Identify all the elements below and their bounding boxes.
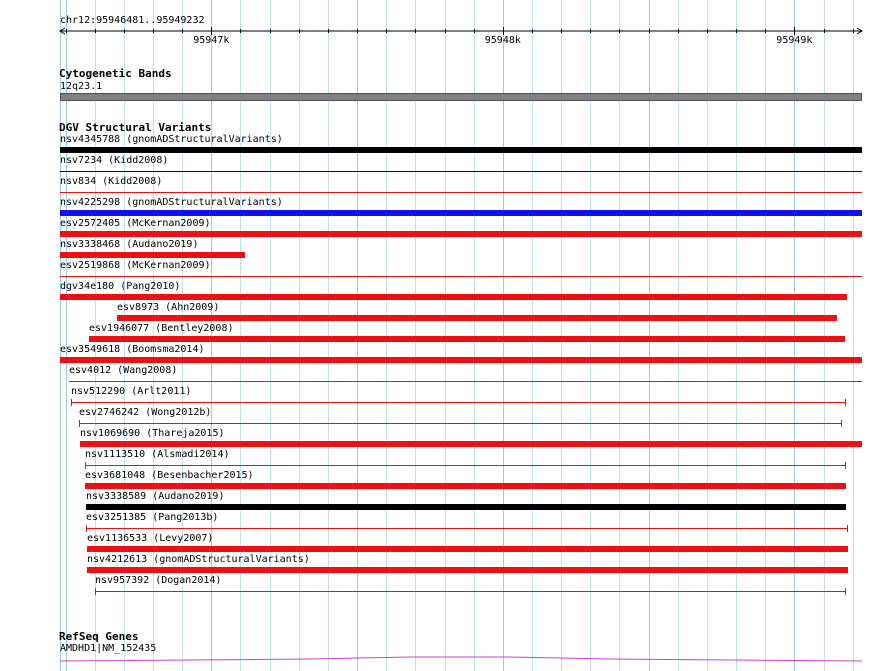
sv-feature-bar[interactable] — [89, 336, 845, 342]
gene-label[interactable]: AMDHD1|NM_152435 — [60, 643, 157, 654]
sv-feature-label[interactable]: esv2519868 (McKernan2009) — [60, 260, 211, 271]
sv-feature-bar[interactable] — [80, 441, 862, 447]
sv-feature-label[interactable]: nsv4345788 (gnomADStructuralVariants) — [60, 134, 283, 145]
cytoband-track-title[interactable]: Cytogenetic Bands — [59, 67, 172, 80]
sv-feature-label[interactable]: nsv512290 (Arlt2011) — [71, 386, 192, 397]
sv-feature-line[interactable] — [86, 528, 848, 529]
sv-feature-endcap — [845, 399, 846, 406]
sv-feature-label[interactable]: nsv3338468 (Audano2019) — [60, 239, 199, 250]
gene-feature[interactable] — [0, 650, 890, 670]
sv-feature-line[interactable] — [60, 192, 862, 193]
sv-feature-line[interactable] — [60, 276, 862, 277]
sv-feature-endcap — [71, 399, 72, 406]
cytoband-label: 12q23.1 — [60, 81, 103, 92]
sv-feature-endcap — [86, 525, 87, 532]
sv-feature-label[interactable]: nsv3338589 (Audano2019) — [86, 491, 225, 502]
sv-feature-bar[interactable] — [60, 210, 862, 216]
sv-feature-line[interactable] — [85, 465, 846, 466]
sv-feature-label[interactable]: nsv1069690 (Thareja2015) — [80, 428, 225, 439]
refseq-track-title[interactable]: RefSeq Genes — [59, 630, 139, 643]
sv-feature-endcap — [85, 462, 86, 469]
sv-feature-label[interactable]: esv1136533 (Levy2007) — [87, 533, 214, 544]
sv-feature-label[interactable]: nsv957392 (Dogan2014) — [95, 575, 222, 586]
sv-feature-label[interactable]: esv2572405 (McKernan2009) — [60, 218, 211, 229]
sv-feature-label[interactable]: esv3251385 (Pang2013b) — [86, 512, 219, 523]
sv-feature-label[interactable]: esv1946077 (Bentley2008) — [89, 323, 234, 334]
sv-feature-bar[interactable] — [85, 483, 846, 489]
sv-feature-line[interactable] — [69, 381, 862, 382]
ruler-tick-label: 95949k — [776, 35, 813, 46]
sv-feature-bar[interactable] — [117, 315, 837, 321]
sv-feature-label[interactable]: nsv4212613 (gnomADStructuralVariants) — [87, 554, 310, 565]
sv-feature-bar[interactable] — [60, 231, 862, 237]
sv-feature-endcap — [847, 525, 848, 532]
sv-feature-label[interactable]: dgv34e180 (Pang2010) — [60, 281, 181, 292]
ruler-tick-label: 95947k — [193, 35, 230, 46]
ruler-tick-label: 95948k — [484, 35, 521, 46]
dgv-track-title[interactable]: DGV Structural Variants — [59, 121, 212, 134]
sv-feature-line[interactable] — [95, 591, 846, 592]
sv-feature-label[interactable]: nsv834 (Kidd2008) — [60, 176, 163, 187]
sv-feature-endcap — [95, 588, 96, 595]
sv-feature-label[interactable]: nsv4225298 (gnomADStructuralVariants) — [60, 197, 283, 208]
sv-feature-endcap — [841, 420, 842, 427]
sv-feature-bar[interactable] — [60, 147, 862, 153]
sv-feature-label[interactable]: esv4012 (Wang2008) — [69, 365, 178, 376]
cytoband-bar[interactable] — [60, 93, 862, 101]
sv-feature-bar[interactable] — [60, 294, 847, 300]
sv-feature-label[interactable]: esv3549618 (Boomsma2014) — [60, 344, 205, 355]
sv-feature-label[interactable]: esv2746242 (Wong2012b) — [79, 407, 212, 418]
sv-feature-endcap — [845, 462, 846, 469]
sv-feature-line[interactable] — [60, 171, 862, 172]
sv-feature-label[interactable]: nsv1113510 (Alsmadi2014) — [85, 449, 230, 460]
sv-feature-bar[interactable] — [60, 357, 862, 363]
sv-feature-label[interactable]: esv8973 (Ahn2009) — [117, 302, 220, 313]
gene-intron-line — [60, 657, 862, 661]
sv-feature-bar[interactable] — [60, 252, 245, 258]
sv-feature-label[interactable]: esv3681048 (Besenbacher2015) — [85, 470, 254, 481]
sv-feature-endcap — [79, 420, 80, 427]
sv-feature-line[interactable] — [71, 402, 846, 403]
scale-ruler[interactable] — [0, 0, 890, 48]
sv-feature-line[interactable] — [79, 423, 842, 424]
sv-feature-label[interactable]: nsv7234 (Kidd2008) — [60, 155, 169, 166]
sv-feature-bar[interactable] — [86, 504, 846, 510]
sv-feature-bar[interactable] — [87, 546, 848, 552]
location-label: chr12:95946481..95949232 — [60, 15, 205, 26]
sv-feature-endcap — [845, 588, 846, 595]
sv-feature-bar[interactable] — [87, 567, 848, 573]
